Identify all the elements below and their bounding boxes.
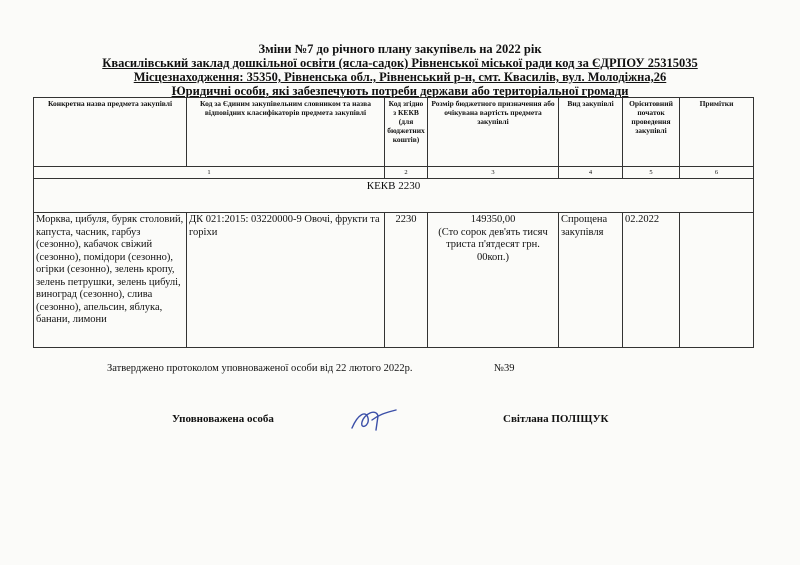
col-number-5: 5: [623, 167, 680, 179]
procurement-table: [33, 97, 754, 348]
col-header-notes: Примітки: [680, 98, 754, 167]
document-title: Зміни №7 до річного плану закупівель на 2022 рік: [258, 42, 542, 56]
cell-kekv: 2230: [385, 213, 428, 348]
cell-type: Спрощена закупівля: [559, 213, 623, 348]
cell-code: ДК 021:2015: 03220000-9 Овочі, фрукти та горіхи: [187, 213, 385, 348]
section-kekv-label: КЕКВ 2230: [34, 179, 754, 213]
col-number-6: 6: [680, 167, 754, 179]
col-number-4: 4: [559, 167, 623, 179]
cell-amount: [428, 213, 559, 348]
cell-start: 02.2022: [623, 213, 680, 348]
col-header-type: Вид закупівлі: [559, 98, 623, 167]
col-header-subject: Конкретна назва предмета закупівлі: [34, 98, 187, 167]
location-line: Місцезнаходження: 35350, Рівненська обл., Рівненський р-н, смт. Квасилів, вул. Молодіжна,26: [133, 70, 667, 84]
col-header-amount: Розмір бюджетного призначення або очікувана вартість предмета закупівлі: [428, 98, 559, 167]
col-number-2: 2: [385, 167, 428, 179]
column-numbers-row: [34, 167, 754, 179]
section-row: [34, 179, 754, 213]
col-header-start: Орієнтовний початок проведення закупівлі: [623, 98, 680, 167]
col-number-3: 3: [428, 167, 559, 179]
amount-words: (Сто сорок дев'ять тисяч триста п'ятдесят грн. 00коп.): [438, 226, 548, 263]
amount-value: 149350,00: [470, 214, 516, 225]
signature-icon: [348, 404, 400, 434]
protocol-number: №39: [494, 363, 515, 374]
table-row: [34, 213, 754, 348]
col-header-kekv: Код згідно з КЕКВ (для бюджетних коштів): [385, 98, 428, 167]
category-line: Юридичні особи, які забезпечують потреби держави або територіальної громади: [171, 84, 629, 98]
col-header-code: Код за Єдиним закупівельним словником та назва відповідних класифікаторів предмета закупівлі: [187, 98, 385, 167]
cell-subject: Морква, цибуля, буряк столовий, капуста, часник, гарбуз (сезонно), кабачок свіжий (сезонно), помідори (сезонно), огірки (сезонно), зелень кропу, зелень петрушки, зелень цибулі, виноград (сезонно), слива (сезонно), апельсин, яблука, банани, лимони: [34, 213, 187, 348]
signer-role: Уповноважена особа: [172, 413, 274, 425]
cell-notes: [680, 213, 754, 348]
col-number-1: 1: [34, 167, 385, 179]
approval-note: Затверджено протоколом уповноваженої особи від 22 лютого 2022р.: [107, 363, 413, 374]
customer-line: Квасилівський заклад дошкільної освіти (ясла-садок) Рівненської міської ради код за ЄДРПОУ 25315035: [102, 56, 698, 70]
header-row: [34, 98, 754, 167]
signer-name: Світлана ПОЛІЩУК: [503, 413, 609, 425]
